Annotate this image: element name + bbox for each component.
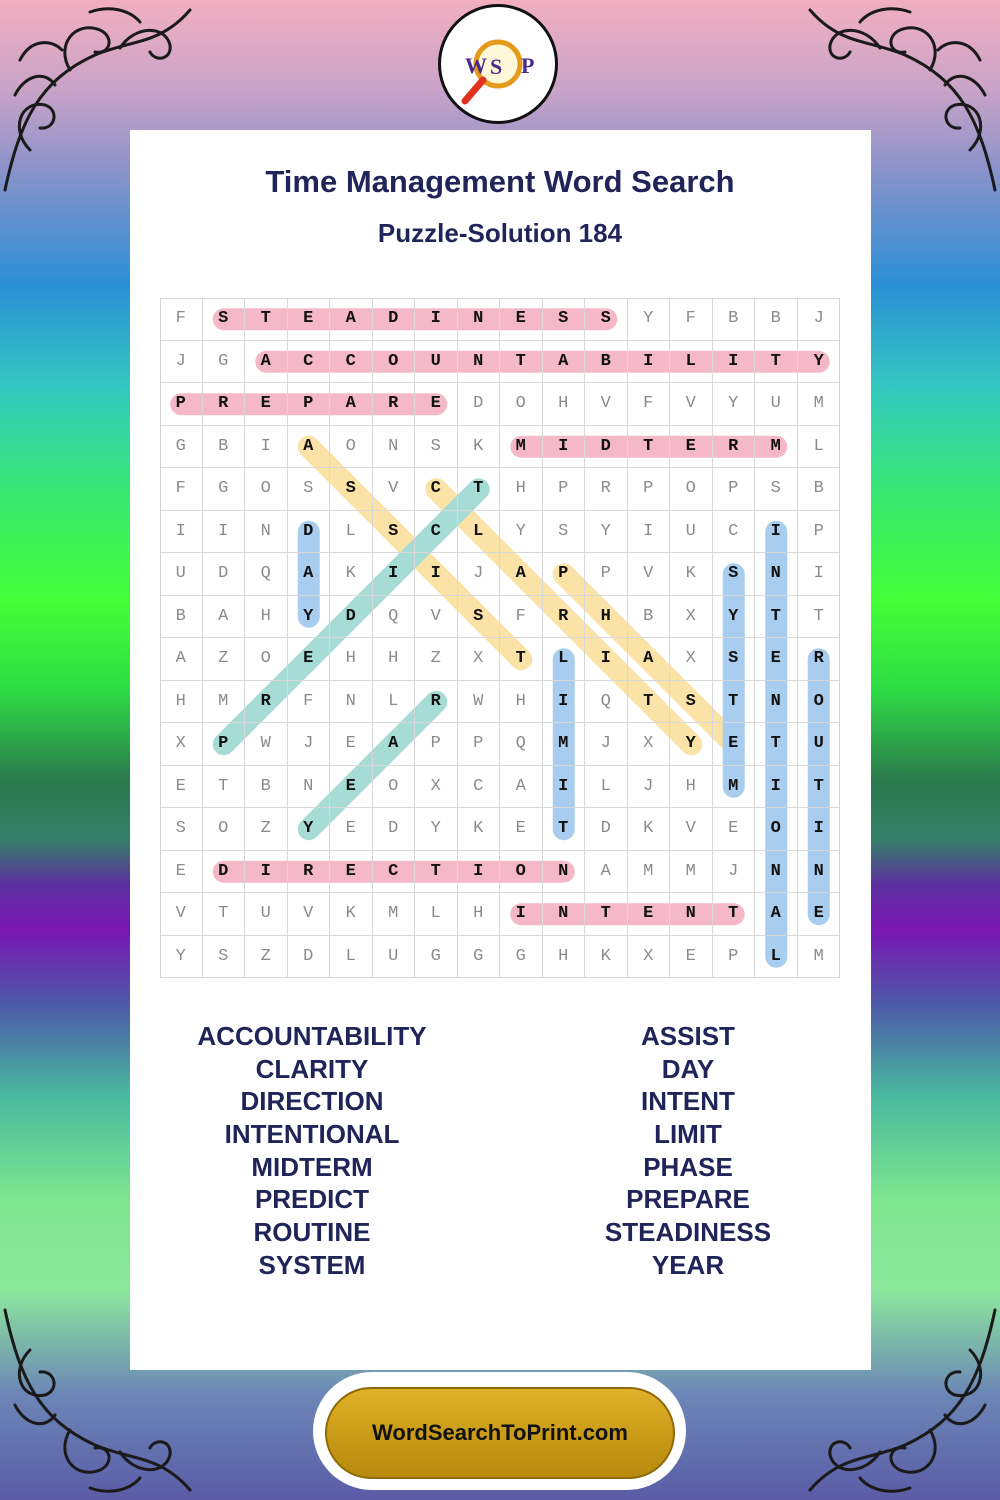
grid-cell: U <box>798 723 841 766</box>
grid-cell: W <box>245 723 288 766</box>
logo-letter-w: W <box>465 53 487 78</box>
grid-cell: U <box>373 936 416 979</box>
grid-cell: A <box>500 553 543 596</box>
grid-cell: J <box>288 723 331 766</box>
grid-cell: A <box>288 553 331 596</box>
grid-cell: J <box>628 766 671 809</box>
word-list-item: STEADINESS <box>604 1217 772 1248</box>
grid-cell: S <box>330 468 373 511</box>
grid-cell: I <box>543 681 586 724</box>
grid-cell: S <box>203 298 246 341</box>
grid-cell: P <box>203 723 246 766</box>
grid-cell: H <box>543 936 586 979</box>
grid-cell: M <box>798 383 841 426</box>
grid-cell: D <box>203 851 246 894</box>
grid-cell: F <box>670 298 713 341</box>
grid-cell: I <box>458 851 501 894</box>
grid-cell: N <box>458 298 501 341</box>
grid-cell: E <box>713 808 756 851</box>
grid-cell: A <box>373 723 416 766</box>
grid-cell: N <box>245 511 288 554</box>
grid-cell: T <box>798 766 841 809</box>
word-list-item: MIDTERM <box>251 1151 373 1182</box>
grid-cell: I <box>755 766 798 809</box>
grid-cell: Q <box>245 553 288 596</box>
grid-cell: H <box>245 596 288 639</box>
magnifier-icon <box>441 7 555 121</box>
grid-cell: K <box>330 553 373 596</box>
grid-cell: R <box>245 681 288 724</box>
grid-cell: E <box>160 766 203 809</box>
grid-cell: H <box>500 468 543 511</box>
grid-cell: M <box>373 893 416 936</box>
grid-cell: X <box>160 723 203 766</box>
grid-cell: A <box>288 426 331 469</box>
grid-cell: Q <box>373 596 416 639</box>
grid-cell: K <box>458 426 501 469</box>
grid-cell: J <box>458 553 501 596</box>
grid-cell: Z <box>203 638 246 681</box>
grid-cell: V <box>628 553 671 596</box>
grid-cell: U <box>755 383 798 426</box>
grid-cell: G <box>415 936 458 979</box>
grid-cell: K <box>330 893 373 936</box>
grid-cell: I <box>415 298 458 341</box>
grid-cell: I <box>585 638 628 681</box>
grid-cell: P <box>628 468 671 511</box>
grid-cell: R <box>713 426 756 469</box>
grid-cell: M <box>203 681 246 724</box>
grid-cell: S <box>755 468 798 511</box>
grid-cell: N <box>798 851 841 894</box>
word-list-item: ASSIST <box>641 1021 735 1051</box>
grid-cell: Y <box>288 808 331 851</box>
grid-cell: F <box>288 681 331 724</box>
grid-cell: P <box>713 468 756 511</box>
grid-cell: A <box>330 298 373 341</box>
grid-cell: D <box>288 936 331 979</box>
grid-cell: N <box>373 426 416 469</box>
grid-cell: V <box>670 808 713 851</box>
grid-cell: M <box>543 723 586 766</box>
grid-cell: B <box>585 341 628 384</box>
grid-cell: Y <box>160 936 203 979</box>
grid-cell: Y <box>288 596 331 639</box>
grid-cell: N <box>755 681 798 724</box>
grid-cell: P <box>713 936 756 979</box>
grid-cell: O <box>203 808 246 851</box>
grid-cell: T <box>585 893 628 936</box>
grid-cell: M <box>813 947 824 967</box>
word-list-item: CLARITY <box>255 1053 369 1084</box>
grid-cell: L <box>798 426 841 469</box>
grid-cell: P <box>543 468 586 511</box>
grid-cell: X <box>670 638 713 681</box>
grid-cell: N <box>458 341 501 384</box>
grid-cell: A <box>330 383 373 426</box>
grid-cell: D <box>458 383 501 426</box>
grid-cell: C <box>458 766 501 809</box>
grid-cell: P <box>798 511 841 554</box>
grid-cell: G <box>458 936 501 979</box>
page-subtitle: Puzzle-Solution 184 <box>377 218 623 248</box>
grid-cell: O <box>245 638 288 681</box>
grid-cell: Q <box>500 723 543 766</box>
grid-cell: E <box>330 723 373 766</box>
grid-cell: P <box>458 723 501 766</box>
grid-cell: U <box>415 341 458 384</box>
grid-cell: S <box>585 298 628 341</box>
grid-cell: V <box>288 893 331 936</box>
grid-cell: I <box>160 511 203 554</box>
grid-cell: T <box>458 468 501 511</box>
grid-cell: T <box>798 596 841 639</box>
grid-cell: I <box>543 766 586 809</box>
letter-grid <box>160 298 840 978</box>
grid-cell: V <box>160 893 203 936</box>
grid-cell: O <box>755 808 798 851</box>
grid-cell: F <box>628 383 671 426</box>
grid-cell: Y <box>670 723 713 766</box>
website-button[interactable]: WordSearchToPrint.com <box>325 1387 675 1479</box>
grid-cell: E <box>245 383 288 426</box>
grid-cell: A <box>543 341 586 384</box>
grid-cell: J <box>713 851 756 894</box>
grid-cell: E <box>713 723 756 766</box>
grid-cell: R <box>585 468 628 511</box>
grid-cell: A <box>755 893 798 936</box>
grid-cell: Y <box>585 511 628 554</box>
grid-cell: T <box>628 426 671 469</box>
grid-cell: V <box>585 383 628 426</box>
grid-cell: M <box>628 851 671 894</box>
grid-cell: C <box>415 468 458 511</box>
grid-cell: H <box>330 638 373 681</box>
grid-cell: G <box>500 936 543 979</box>
grid-cell: D <box>203 553 246 596</box>
grid-cell: T <box>713 681 756 724</box>
grid-cell: T <box>500 638 543 681</box>
grid-cell: I <box>543 426 586 469</box>
grid-cell: K <box>585 936 628 979</box>
grid-cell: E <box>628 893 671 936</box>
grid-cell: E <box>330 808 373 851</box>
word-list-item: DIRECTION <box>240 1086 384 1117</box>
grid-cell: M <box>500 426 543 469</box>
grid-cell: R <box>543 596 586 639</box>
word-list-item: LIMIT <box>654 1119 722 1150</box>
grid-cell: A <box>160 638 203 681</box>
grid-cell: A <box>585 851 628 894</box>
word-list-item: ACCOUNTABILITY <box>197 1021 427 1051</box>
grid-cell: N <box>543 893 586 936</box>
grid-cell: E <box>500 808 543 851</box>
grid-cell: X <box>628 723 671 766</box>
grid-cell: X <box>670 596 713 639</box>
grid-cell: E <box>798 893 841 936</box>
grid-cell: O <box>670 468 713 511</box>
grid-cell: J <box>160 341 203 384</box>
grid-cell: Y <box>798 341 841 384</box>
word-list-item: PREDICT <box>254 1184 370 1215</box>
grid-cell: L <box>330 511 373 554</box>
grid-cell: Z <box>415 638 458 681</box>
grid-cell: H <box>500 681 543 724</box>
grid-cell: S <box>160 808 203 851</box>
grid-cell: L <box>585 766 628 809</box>
grid-cell: D <box>585 426 628 469</box>
grid-cell: H <box>160 681 203 724</box>
grid-cell: I <box>415 553 458 596</box>
grid-cell: B <box>628 596 671 639</box>
grid-cell: I <box>798 808 841 851</box>
grid-cell: S <box>543 298 586 341</box>
grid-cell: T <box>203 893 246 936</box>
grid-cell: D <box>330 596 373 639</box>
grid-cell: S <box>415 426 458 469</box>
word-list-item: SYSTEM <box>258 1249 366 1280</box>
grid-cell: I <box>798 553 841 596</box>
grid-cell: S <box>543 511 586 554</box>
grid-cell: Y <box>628 298 671 341</box>
grid-cell: T <box>755 596 798 639</box>
grid-cell: C <box>288 341 331 384</box>
grid-cell: B <box>713 298 756 341</box>
grid-cell: P <box>415 723 458 766</box>
wsp-logo[interactable] <box>438 4 558 124</box>
grid-cell: L <box>543 638 586 681</box>
grid-cell: E <box>330 766 373 809</box>
grid-cell: O <box>373 766 416 809</box>
grid-cell: H <box>373 638 416 681</box>
grid-cell: L <box>415 893 458 936</box>
grid-cell: U <box>245 893 288 936</box>
grid-cell: N <box>543 851 586 894</box>
word-list-item: DAY <box>661 1053 715 1084</box>
grid-cell: N <box>670 893 713 936</box>
grid-cell: E <box>415 383 458 426</box>
grid-cell: D <box>288 511 331 554</box>
grid-cell: I <box>500 893 543 936</box>
grid-cell: T <box>755 723 798 766</box>
grid-cell: K <box>458 808 501 851</box>
grid-cell: S <box>458 596 501 639</box>
grid-cell: O <box>373 341 416 384</box>
grid-cell: L <box>373 681 416 724</box>
grid-cell: T <box>543 808 586 851</box>
grid-cell: T <box>500 341 543 384</box>
grid-cell: T <box>755 341 798 384</box>
page-title: Time Management Word Search <box>265 164 735 199</box>
grid-cell: F <box>500 596 543 639</box>
word-list-item: PREPARE <box>626 1184 750 1215</box>
grid-cell: R <box>288 851 331 894</box>
grid-cell: U <box>160 553 203 596</box>
grid-cell: M <box>755 426 798 469</box>
grid-cell: Q <box>585 681 628 724</box>
grid-cell: Z <box>245 936 288 979</box>
grid-cell: E <box>330 851 373 894</box>
grid-cell: S <box>713 638 756 681</box>
grid-cell: E <box>670 426 713 469</box>
grid-cell: Z <box>245 808 288 851</box>
grid-cell: Y <box>713 383 756 426</box>
grid-cell: G <box>203 468 246 511</box>
grid-cell: J <box>798 298 841 341</box>
grid-cell: A <box>245 341 288 384</box>
grid-cell: L <box>458 511 501 554</box>
grid-cell: I <box>755 511 798 554</box>
grid-cell: T <box>628 681 671 724</box>
grid-cell: W <box>458 681 501 724</box>
grid-cell: D <box>373 298 416 341</box>
grid-cell: N <box>330 681 373 724</box>
grid-cell: R <box>203 383 246 426</box>
grid-cell: V <box>373 468 416 511</box>
grid-cell: O <box>500 851 543 894</box>
grid-cell: S <box>670 681 713 724</box>
grid-cell: D <box>585 808 628 851</box>
grid-cell: T <box>245 298 288 341</box>
grid-cell: I <box>628 341 671 384</box>
grid-cell: P <box>585 553 628 596</box>
grid-cell: B <box>798 468 841 511</box>
grid-cell: O <box>500 383 543 426</box>
grid-cell: H <box>458 893 501 936</box>
grid-cell: H <box>670 766 713 809</box>
grid-cell: B <box>755 298 798 341</box>
grid-cell: P <box>288 383 331 426</box>
word-list-item: INTENTIONAL <box>224 1119 400 1150</box>
grid-cell: I <box>245 851 288 894</box>
grid-cell: K <box>628 808 671 851</box>
grid-cell: B <box>160 596 203 639</box>
grid-cell: E <box>500 298 543 341</box>
grid-cell: X <box>628 936 671 979</box>
grid-cell: P <box>160 383 203 426</box>
grid-cell: Y <box>500 511 543 554</box>
grid-cell: N <box>288 766 331 809</box>
grid-cell: M <box>713 766 756 809</box>
grid-cell: E <box>288 298 331 341</box>
grid-cell: A <box>203 596 246 639</box>
grid-cell: B <box>245 766 288 809</box>
grid-cell: S <box>288 468 331 511</box>
grid-cell: C <box>373 851 416 894</box>
grid-cell: I <box>245 426 288 469</box>
grid-cell: K <box>670 553 713 596</box>
grid-cell: X <box>458 638 501 681</box>
word-list-left <box>172 1020 452 1282</box>
grid-cell: N <box>755 553 798 596</box>
grid-cell: I <box>628 511 671 554</box>
grid-cell: L <box>755 936 798 979</box>
logo-letter-s: S <box>490 54 503 79</box>
word-list-right <box>548 1020 828 1282</box>
word-list-item: YEAR <box>651 1249 725 1280</box>
grid-cell: N <box>755 851 798 894</box>
grid-cell: Y <box>713 596 756 639</box>
grid-cell: C <box>713 511 756 554</box>
grid-cell: G <box>160 426 203 469</box>
grid-cell: Y <box>415 808 458 851</box>
grid-cell: C <box>330 341 373 384</box>
grid-cell: E <box>160 851 203 894</box>
grid-cell: A <box>628 638 671 681</box>
grid-cell: T <box>203 766 246 809</box>
grid-cell: F <box>160 468 203 511</box>
grid-cell: J <box>585 723 628 766</box>
grid-cell: X <box>415 766 458 809</box>
grid-cell: U <box>670 511 713 554</box>
grid-cell: S <box>373 511 416 554</box>
grid-cell: O <box>330 426 373 469</box>
grid-cell: V <box>415 596 458 639</box>
grid-cell: L <box>330 936 373 979</box>
grid-cell: F <box>160 298 203 341</box>
grid-cell: H <box>585 596 628 639</box>
grid-cell: I <box>203 511 246 554</box>
word-list-item: INTENT <box>641 1086 735 1117</box>
grid-cell: R <box>798 638 841 681</box>
grid-cell: A <box>500 766 543 809</box>
grid-cell: T <box>713 893 756 936</box>
grid-cell: E <box>288 638 331 681</box>
word-list-item: ROUTINE <box>253 1217 371 1248</box>
grid-cell: S <box>203 936 246 979</box>
grid-cell: M <box>670 851 713 894</box>
grid-cell: E <box>670 936 713 979</box>
grid-cell: D <box>373 808 416 851</box>
grid-cell: H <box>543 383 586 426</box>
grid-cell: R <box>373 383 416 426</box>
grid-cell: G <box>203 341 246 384</box>
grid-cell: T <box>415 851 458 894</box>
grid-cell: P <box>543 553 586 596</box>
word-list-item: PHASE <box>643 1151 733 1182</box>
grid-cell: O <box>798 681 841 724</box>
grid-cell: I <box>713 341 756 384</box>
logo-letter-p: P <box>521 53 535 78</box>
grid-cell: R <box>415 681 458 724</box>
grid-cell: B <box>203 426 246 469</box>
grid-cell: O <box>245 468 288 511</box>
grid-cell: E <box>755 638 798 681</box>
grid-cell: I <box>373 553 416 596</box>
grid-cell: L <box>670 341 713 384</box>
grid-cell: V <box>670 383 713 426</box>
grid-cell: S <box>713 553 756 596</box>
grid-cell: C <box>415 511 458 554</box>
